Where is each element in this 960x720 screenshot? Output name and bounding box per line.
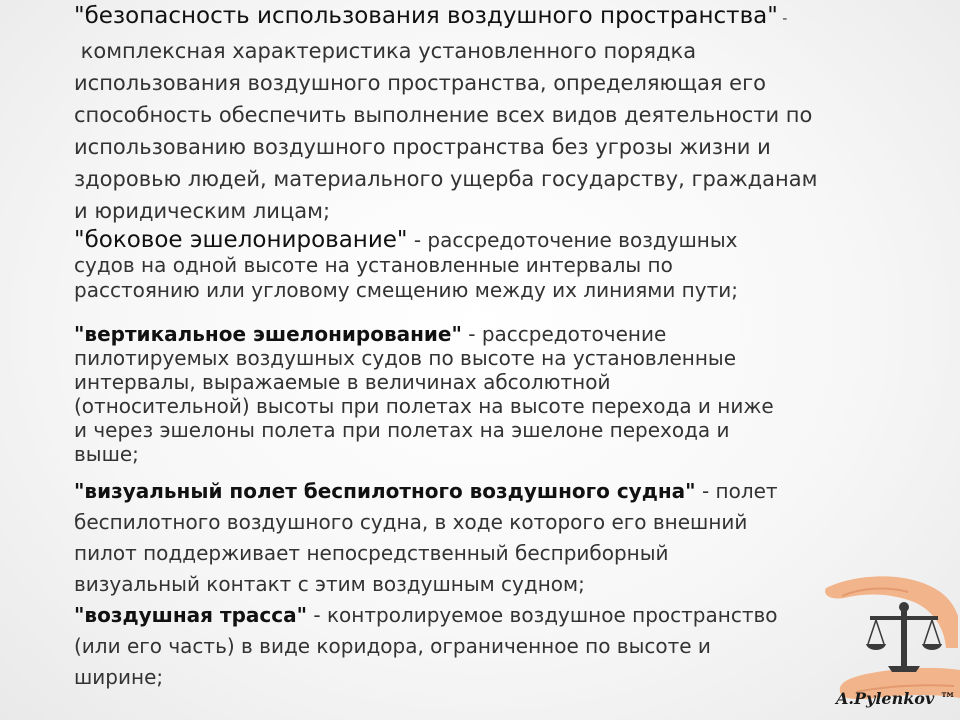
definition-line: беспилотного воздушного судна, в ходе которого его внешний: [74, 510, 748, 534]
definition-term: "боковое эшелонирование": [74, 227, 408, 253]
definition-line: использования воздушного пространства, определяющая его: [74, 71, 766, 95]
definition-rest: - рассредоточение воздушных: [407, 228, 738, 252]
definition-visual-uav-flight: [74, 476, 778, 600]
definition-line: ширине;: [74, 665, 164, 689]
definition-line: способность обеспечить выполнение всех видов деятельности по: [74, 103, 813, 127]
definition-lateral-separation: [74, 228, 738, 303]
definition-vertical-separation: [74, 322, 774, 466]
definition-first-line: [74, 0, 817, 35]
definition-line: пилотируемых воздушных судов по высоте на установленные: [74, 346, 737, 370]
definition-dash: -: [777, 11, 788, 27]
definition-line: использованию воздушного пространства без угрозы жизни и: [74, 135, 771, 159]
definition-line: здоровью людей, материального ущерба государству, гражданам: [74, 167, 818, 191]
definition-line: судов на одной высоте на установленные интервалы по: [74, 253, 673, 277]
definition-line: пилот поддерживает непосредственный бесприборный: [74, 541, 669, 565]
definition-line: (относительной) высоты при полетах на высоте перехода и ниже: [74, 394, 774, 418]
definition-term: "воздушная трасса": [74, 603, 308, 627]
definition-line: и через эшелоны полета при полетах на эшелоне перехода и: [74, 418, 730, 442]
definition-rest: - полет: [695, 479, 778, 503]
definition-rest: - рассредоточение: [461, 322, 667, 346]
author-signature: A.Pylenkov ™: [836, 689, 956, 708]
definition-first-line: [74, 600, 778, 631]
definition-term: "вертикальное эшелонирование": [74, 322, 462, 346]
definition-airspace-safety: [74, 0, 817, 227]
scales-of-justice-icon: [864, 600, 944, 676]
definition-line: расстоянию или угловому смещению между их линиями пути;: [74, 278, 738, 302]
definition-rest: - контролируемое воздушное пространство: [307, 603, 778, 627]
definition-term: "визуальный полет беспилотного воздушного судна": [74, 479, 696, 503]
definition-line: интервалы, выражаемые в величинах абсолютной: [74, 370, 611, 394]
definition-airway: [74, 600, 778, 693]
definition-first-line: [74, 476, 778, 507]
definition-line: выше;: [74, 442, 139, 466]
definition-line: (или его часть) в виде коридора, ограниченное по высоте и: [74, 634, 711, 658]
definition-line: визуальный контакт с этим воздушным судном;: [74, 572, 585, 596]
definition-first-line: [74, 322, 774, 346]
definition-term: "безопасность использования воздушного пространства": [74, 3, 778, 29]
definition-first-line: [74, 228, 738, 253]
definition-line: и юридическим лицам;: [74, 199, 331, 223]
definition-line: комплексная характеристика установленного порядка: [74, 39, 697, 63]
